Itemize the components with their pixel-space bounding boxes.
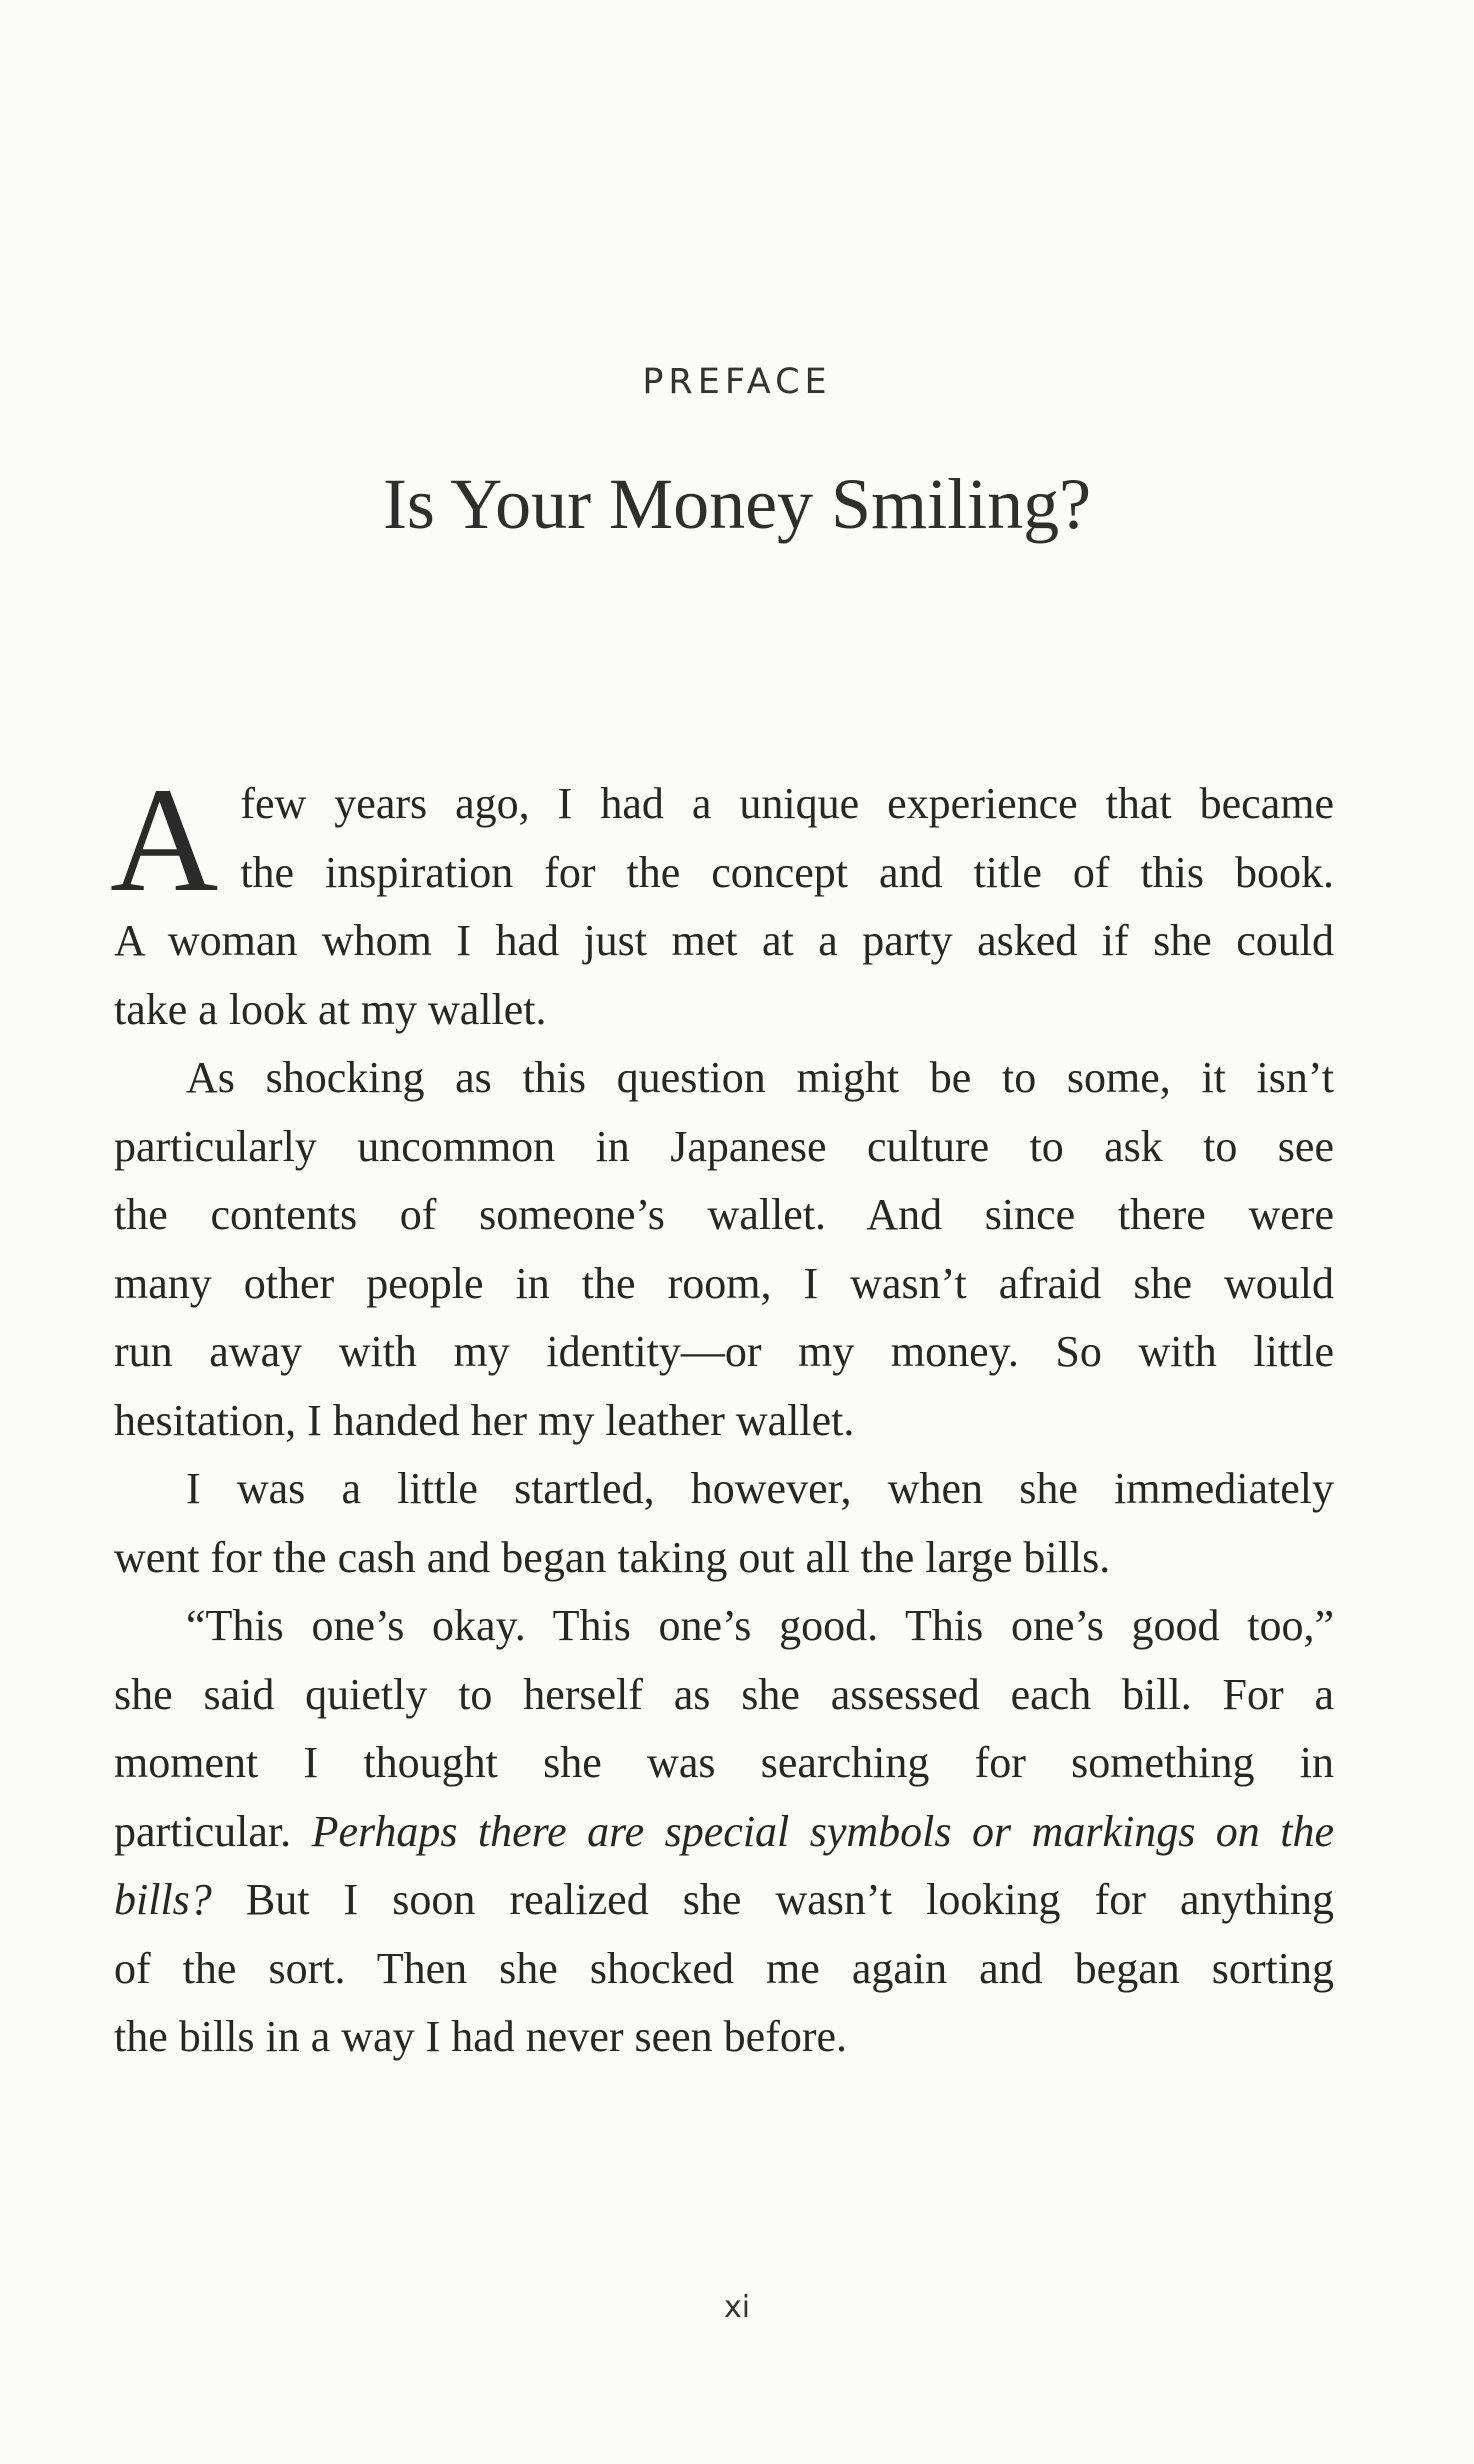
text-line: she said quietly to herself as she assessed each bill. For a	[114, 1669, 1334, 1719]
text-line: few years ago, I had a unique experience that became	[240, 779, 1334, 828]
text-run: But I soon realized she wasn’t looking for anything	[211, 1875, 1334, 1924]
italic-text: Perhaps there are special symbols or markings on the	[311, 1806, 1334, 1856]
text-line: A woman whom I had just met at a party asked if she could	[114, 916, 1334, 965]
text-line: moment I thought she was searching for something in	[114, 1738, 1334, 1787]
paragraph-3	[114, 1455, 1334, 1592]
text-line: the inspiration for the concept and title of this book.	[240, 847, 1334, 897]
paragraph-4	[114, 1592, 1334, 2072]
text-line: went for the cash and began taking out all the large bills.	[114, 1532, 1111, 1582]
text-line: I was a little startled, however, when she immediately	[186, 1464, 1334, 1513]
text-run: particular.	[114, 1806, 312, 1856]
text-line: the bills in a way I had never seen before.	[114, 2012, 848, 2061]
text-line: the contents of someone’s wallet. And since there were	[114, 1190, 1334, 1239]
text-line-mixed	[114, 1798, 1334, 1867]
drop-cap: A	[110, 757, 219, 923]
paragraph-1	[110, 757, 1334, 1044]
text-line-mixed	[114, 1866, 1334, 1935]
section-label: PREFACE	[642, 362, 832, 402]
body-text	[110, 757, 1334, 2072]
text-line: many other people in the room, I wasn’t afraid she would	[114, 1258, 1334, 1308]
paragraph-2	[114, 1044, 1334, 1455]
chapter-title: Is Your Money Smiling?	[382, 464, 1092, 544]
text-line: As shocking as this question might be to some, it isn’t	[186, 1053, 1334, 1102]
page-number: xi	[723, 2290, 751, 2325]
text-line: take a look at my wallet.	[114, 984, 547, 1034]
italic-text: bills?	[114, 1875, 212, 1924]
text-line: “This one’s okay. This one’s good. This one’s good too,”	[186, 1601, 1334, 1650]
text-line: particularly uncommon in Japanese culture to ask to see	[114, 1121, 1334, 1171]
text-line: hesitation, I handed her my leather wallet.	[114, 1395, 855, 1445]
text-line: of the sort. Then she shocked me again and began sorting	[114, 1943, 1334, 1993]
text-line: run away with my identity—or my money. So with little	[114, 1327, 1334, 1376]
